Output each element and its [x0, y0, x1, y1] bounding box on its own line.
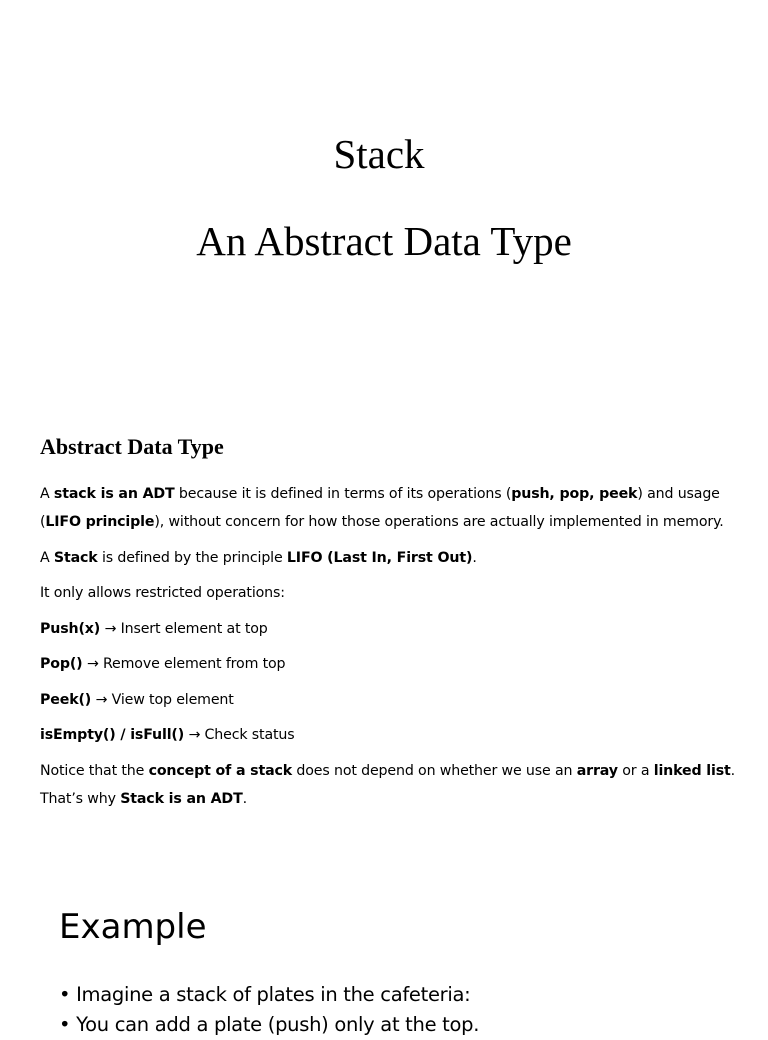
- example-list: [59, 980, 479, 1040]
- list-item: • Imagine a stack of plates in the cafeteria:: [59, 983, 471, 1006]
- operation-peek: Peek() → View top element: [40, 691, 234, 708]
- adt-definition-paragraph: A stack is an ADT because it is defined in terms of its operations (push, pop, peek) and usage: [40, 486, 720, 502]
- operations-intro: It only allows restricted operations:: [40, 585, 285, 601]
- adt-definition-paragraph-cont: (LIFO principle), without concern for how those operations are actually implemented in memory.: [40, 514, 724, 530]
- section-body: [40, 480, 740, 820]
- notice-paragraph: Notice that the concept of a stack does not depend on whether we use an array or a linked list.: [40, 762, 736, 779]
- page-subtitle: An Abstract Data Type: [196, 218, 572, 264]
- list-item: • You can add a plate (push) only at the top.: [59, 1013, 480, 1036]
- example-heading: Example: [59, 907, 207, 947]
- section-heading: Abstract Data Type: [40, 434, 224, 459]
- operation-pop: Pop() → Remove element from top: [40, 656, 286, 672]
- operation-push: Push(x) → Insert element at top: [40, 620, 268, 637]
- page-title: Stack: [333, 131, 425, 177]
- operation-status: isEmpty() / isFull() → Check status: [40, 727, 295, 743]
- notice-paragraph-cont: That’s why Stack is an ADT.: [40, 790, 247, 807]
- lifo-paragraph: A Stack is defined by the principle LIFO (Last In, First Out).: [40, 549, 477, 566]
